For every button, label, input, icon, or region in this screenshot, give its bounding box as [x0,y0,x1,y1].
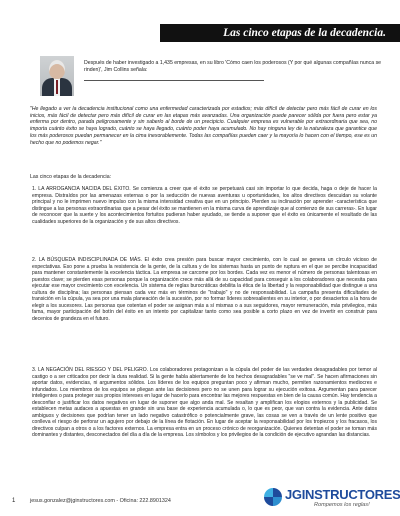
photo-head [49,60,65,79]
stage-1 [32,186,377,225]
stage-1-heading: 1. LA ARROGANCIA NACIDA DEL ÉXITO. [32,186,133,192]
stage-3-body: Los colaboradores protagonizan a la cúpula del poder de las verdades desagradables por temor al castigo o a ser criticados por decir la dura realidad. Si la gente habla abiertamente de los hechos desagradables "se ve mal". Se hacen afirmaciones sin aportar datos, evidencias, ni argumentos sólidos. Los líderes de los equipos preguntan poco y afirman mucho, permiten razonamientos mediocres e infundados. Los miembros de los equipos se pliegan ante las decisiones pero no se unen para lograr su ejecución exitosa. Argumentan para parecer inteligentes o para proteger sus propios intereses en lugar de hacerlo para encontrar las mejores respuestas en bien de la causa común. Hay tendencia a desconfiar o justificar los datos negativos en lugar de suponer que algo anda mal. Se resaltan y amplifican los elogios externos y la publicidad. Se establecen metas audaces a apuestas en grande sin una base de experiencia acumulada o, lo que es peor, que van contra la evidencia. Ante datos ambiguos y decisiones que podrían tener un lado negativo catastrófico o potencialmente grave, las cosas se ven a través de un lente positivo que conlleva el riesgo de perforar un agujero por debajo de la línea de flotación. En lugar de aceptar la responsabilidad por los tropiezos y los fracasos, los directivos culpan a otros o a los factores externos. La empresa entra en un proceso crónico de reorganización. Quienes detentan el poder se toman más dominantes y distantes, desconectados del día a día de la empresa. Los símbolos y los privilegios de la condición de ejecutivo agrandan las distancias. [32,367,378,439]
stage-2 [32,257,377,322]
stages-label: Las cinco etapas de la decadencia: [30,174,112,180]
footer-contact: jesus.gonzalez@jginstructores.com - Oficina: 222.8901324 [30,498,171,504]
stage-3-heading: 3. LA NEGACIÓN DEL RIESGO Y DEL PELIGRO. [32,367,151,373]
logo-globe-icon [264,488,282,506]
intro-text: Después de haber investigado a 1,435 empresas, en su libro 'Cómo caen los poderosos (Y por qué algunas compañías nunca se rinden)', Jim Collins señala: [84,60,382,73]
stage-1-body: Se comienza a creer que el éxito se perpetuará casi sin importar lo que decida, haga o deje de hacer la empresa. Distraídos por las amenazas externas o por la seducción de nuevas aventuras u oportunidades, los altos directivos descuidan su volante principal y no le imprimen nuevo impulso con la misma intensidad creativa que en un principio. Pierden su inclinación por aprender -característica que distingue a las personas extraordinarias que a pesar del éxito se mantienen en la misma curva de aprendizaje que al comienzo de sus carreras-. En lugar de reconocer que la suerte y los acontecimientos fortuitos pudieran haber ayudado, se tiende a suponer que el éxito es únicamente el resultado de las cualidades superiores de la organización y de sus altos directivos. [32,186,377,225]
author-photo [40,56,74,96]
collins-quote: "He llegado a ver la decadencia institucional como una enfermedad caracterizada por estadios; más difícil de detectar pero más fácil de curar en los inicios, más fácil de detectar pero más difícil de curar en las etapas más avanzadas. Una organización puede parecer sólida por fuera pero estar ya enferma por dentro, parada peligrosamente y sin saberlo al borde de un precipicio. Cualquier empresa es vulnerable por extraordinaria que sea, no importa cuánto éxito se haya logrado, cuánto se haya llegado, cuánto poder haya acumulado. No hay ninguna ley de la naturaleza que garantice que los más poderosos puedan permanecer en la cima inexorablemente. Todas las compañías pueden caer y la mayoría lo hacen con el tiempo, ese es un hecho que no podemos negar." [30,106,377,146]
logo-name: JGINSTRUCTORES [285,487,400,502]
stage-3 [32,367,377,439]
page-title: Las cinco etapas de la decadencia. [160,24,400,42]
photo-tie [56,80,58,94]
logo-slogan: Rompemos los reglas! [314,502,370,508]
stage-2-heading: 2. LA BÚSQUEDA INDISCIPLINADA DE MÁS. [32,257,145,263]
page-number: 1 [12,498,16,504]
stage-2-body: El éxito crea presión para buscar mayor crecimiento, con lo cual se genera un círculo vicioso de expectativas. Eso pone a prueba la resistencia de la gente, de la cultura y de los sistemas hasta un punto de ruptura en el que se percibe incapacidad para mantener constantemente la excelencia táctica. La empresa se carcome por los bordes. Cada vez es menor el número de personas talentosas en puestos clave; se pierden esas personas porque la organización crece más allá de su capacidad para conseguir a los colaboradores que necesita para ejecutar ese mayor crecimiento con excelencia. Un sistema de reglas burocráticas debilita la ética de la libertad y la responsabilidad que distingue a una cultura de disciplina; las personas piensan cada vez más en términos de "trabajo" y no de responsabilidad. La campaña presenta dificultades de transición en la cúpula, ya sea por una mala planeación de la sucesión, por no formar líderes sobresalientes en su interior, o por desaciertos a la hora de elegir a los sucesores. Las personas que ostentan el poder se asignan más a sí mismas o a sus seguidores, mayor remuneración, más privilegios, más fama, mayor participación del botín del éxito en un intento por capitalizar tanto como sea posible a corto plazo en vez de invertir en construir para decenios de grandeza en el futuro. [32,257,377,322]
intro-divider [84,80,264,81]
company-logo [264,486,400,510]
